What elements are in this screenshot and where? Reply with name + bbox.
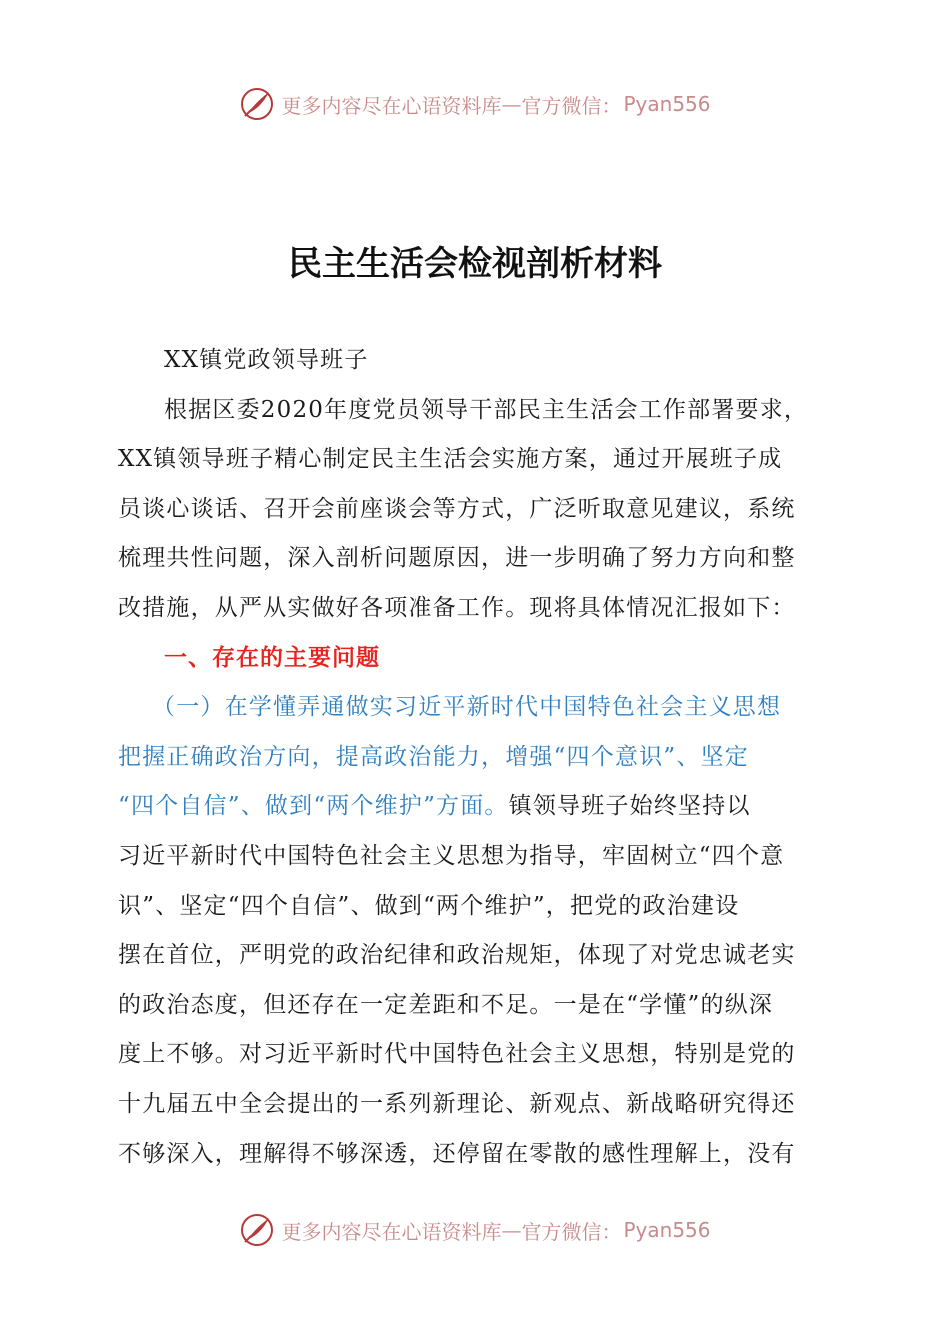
- body-line: 十九届五中全会提出的一系列新理论、新观点、新战略研究得还: [118, 1090, 796, 1117]
- sub-heading-line: “四个自信”、做到“两个维护”方面。: [118, 793, 509, 820]
- sub-heading-line: 把握正确政治方向，提高政治能力，增强“四个意识”、坚定: [118, 743, 749, 770]
- quill-pen-logo-icon: [239, 1212, 275, 1248]
- body-line: 不够深入，理解得不够深透，还停留在零散的感性理解上，没有: [118, 1140, 796, 1167]
- intro-line: 员谈心谈话、召开会前座谈会等方式，广泛听取意见建议，系统: [118, 495, 796, 522]
- quill-pen-logo-icon: [239, 86, 275, 122]
- intro-line: 梳理共性问题，深入剖析问题原因，进一步明确了努力方向和整: [118, 545, 796, 572]
- body-line: 习近平新时代中国特色社会主义思想为指导，牢固树立“四个意: [118, 842, 785, 869]
- section-heading: 一、存在的主要问题: [164, 644, 380, 671]
- body-line: 的政治态度，但还存在一定差距和不足。一是在“学懂”的纵深: [118, 991, 774, 1018]
- body-line: 识”、坚定“四个自信”、做到“两个维护”，把党的政治建设: [118, 892, 740, 919]
- watermark-dash: —: [501, 92, 522, 116]
- watermark-text: 更多内容尽在心语资料库: [281, 93, 502, 118]
- intro-line: 根据区委2020年度党员领导干部民主生活会工作部署要求，: [164, 396, 809, 423]
- body-line: 摆在首位，严明党的政治纪律和政治规矩，体现了对党忠诚老实: [118, 942, 796, 969]
- author-line: XX镇党政领导班子: [164, 347, 369, 373]
- watermark-label: 官方微信：: [521, 1219, 622, 1244]
- sub-heading-line: （一）在学懂弄通做实习近平新时代中国特色社会主义思想: [152, 694, 782, 721]
- body-line-rest: 镇领导班子始终坚持以: [508, 793, 751, 820]
- document-body: [118, 336, 834, 1179]
- body-line: 度上不够。对习近平新时代中国特色社会主义思想，特别是党的: [118, 1041, 796, 1068]
- document-title: 民主生活会检视剖析材料: [288, 244, 662, 284]
- mixed-line: [118, 782, 834, 832]
- watermark-text: 更多内容尽在心语资料库: [281, 1219, 502, 1244]
- watermark-wechat-id: Pyan556: [623, 92, 711, 116]
- watermark-footer: [0, 1210, 950, 1250]
- watermark-label: 官方微信：: [521, 93, 622, 118]
- watermark-wechat-id: Pyan556: [623, 1218, 711, 1242]
- intro-line: XX镇领导班子精心制定民主生活会实施方案，通过开展班子成: [118, 446, 783, 473]
- watermark-dash: —: [501, 1218, 522, 1242]
- watermark-header: [0, 84, 950, 124]
- intro-line: 改措施，从严从实做好各项准备工作。现将具体情况汇报如下：: [118, 594, 796, 621]
